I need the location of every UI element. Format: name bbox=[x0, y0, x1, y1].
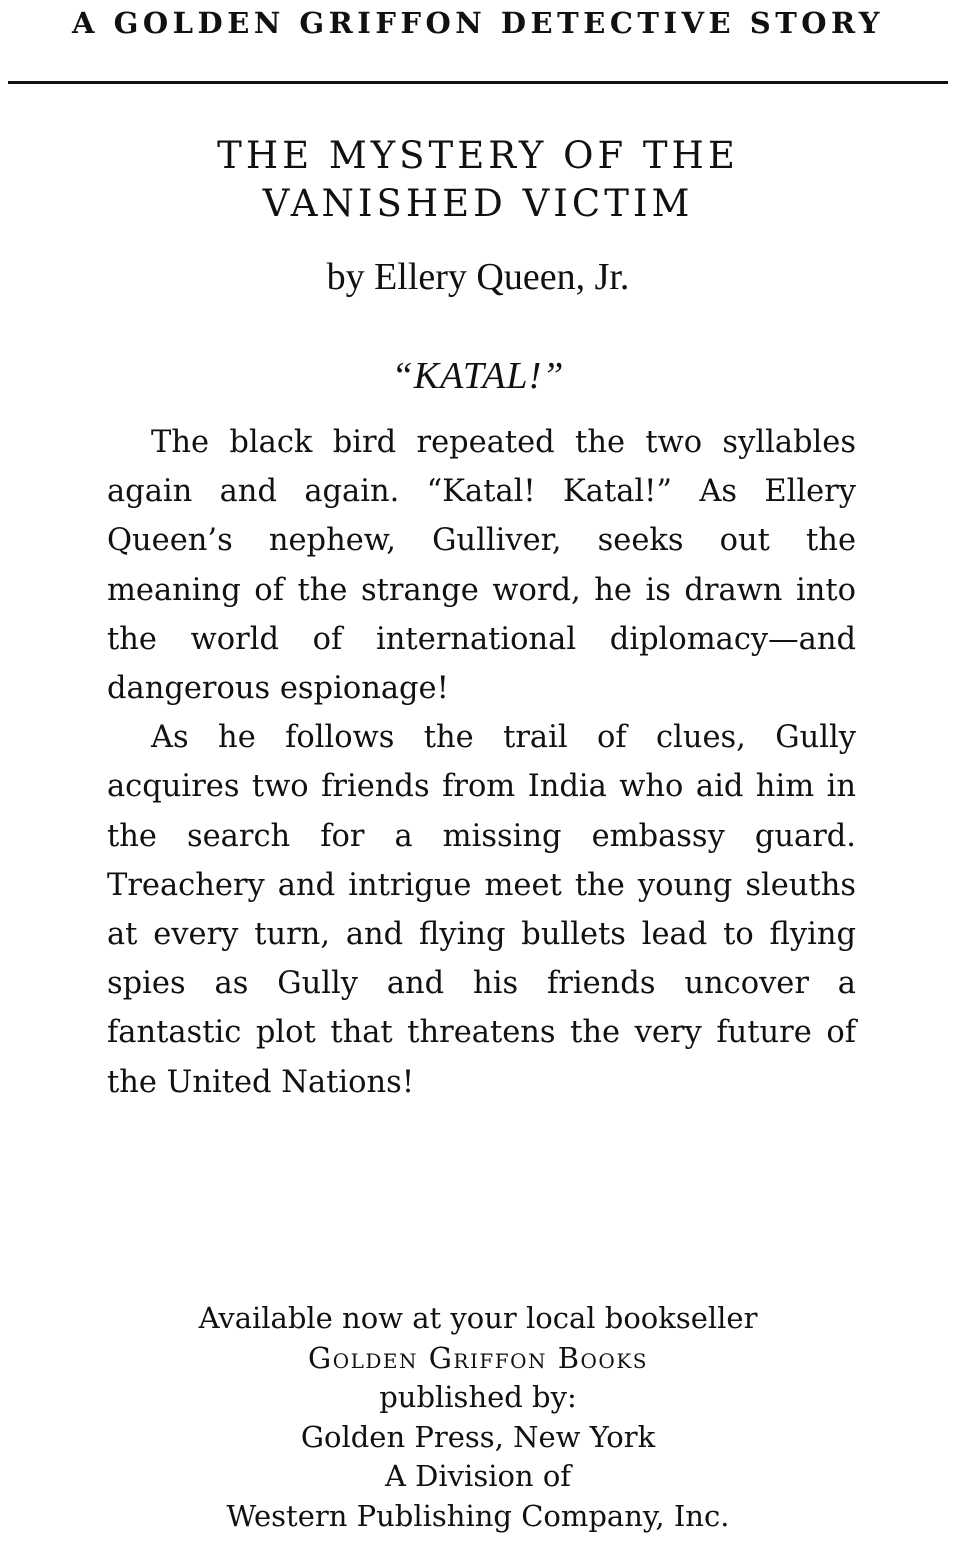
header-rule bbox=[8, 81, 948, 84]
blurb-paragraph-1: The black bird repeated the two syllables again and again. “Katal! Katal!” As Ellery Queen’s nephew, Gulliver, seeks out the meaning of the strange word, he is drawn into the world of international diplomacy—and dangerous espionage! bbox=[107, 425, 856, 707]
imprint-name: Golden Griffon Books bbox=[308, 1340, 648, 1375]
published-by-line: published by: bbox=[379, 1380, 577, 1414]
blurb bbox=[107, 418, 856, 1107]
company-name: Western Publishing Company, Inc. bbox=[226, 1498, 730, 1533]
blurb-paragraph-2: As he follows the trail of clues, Gully acquires two friends from India who aid him in the search for a missing embassy guard. Treachery and intrigue meet the young sleuths at every turn, and flying bullets lead to flying spies as Gully and his friends uncover a fantastic plot that threatens the very future of the United Nations! bbox=[107, 720, 856, 1100]
publisher-footer bbox=[0, 1299, 956, 1536]
author-byline: by Ellery Queen, Jr. bbox=[326, 256, 630, 298]
book-title-line-1: THE MYSTERY OF THE bbox=[217, 134, 739, 177]
division-line: A Division of bbox=[384, 1459, 572, 1493]
exclamation-heading: “KATAL!” bbox=[391, 355, 565, 397]
book-title bbox=[0, 132, 956, 228]
book-title-line-2: VANISHED VICTIM bbox=[262, 182, 694, 225]
publisher-name: Golden Press, New York bbox=[300, 1419, 656, 1454]
availability-line: Available now at your local bookseller bbox=[198, 1301, 758, 1335]
series-header: A GOLDEN GRIFFON DETECTIVE STORY bbox=[72, 6, 884, 40]
